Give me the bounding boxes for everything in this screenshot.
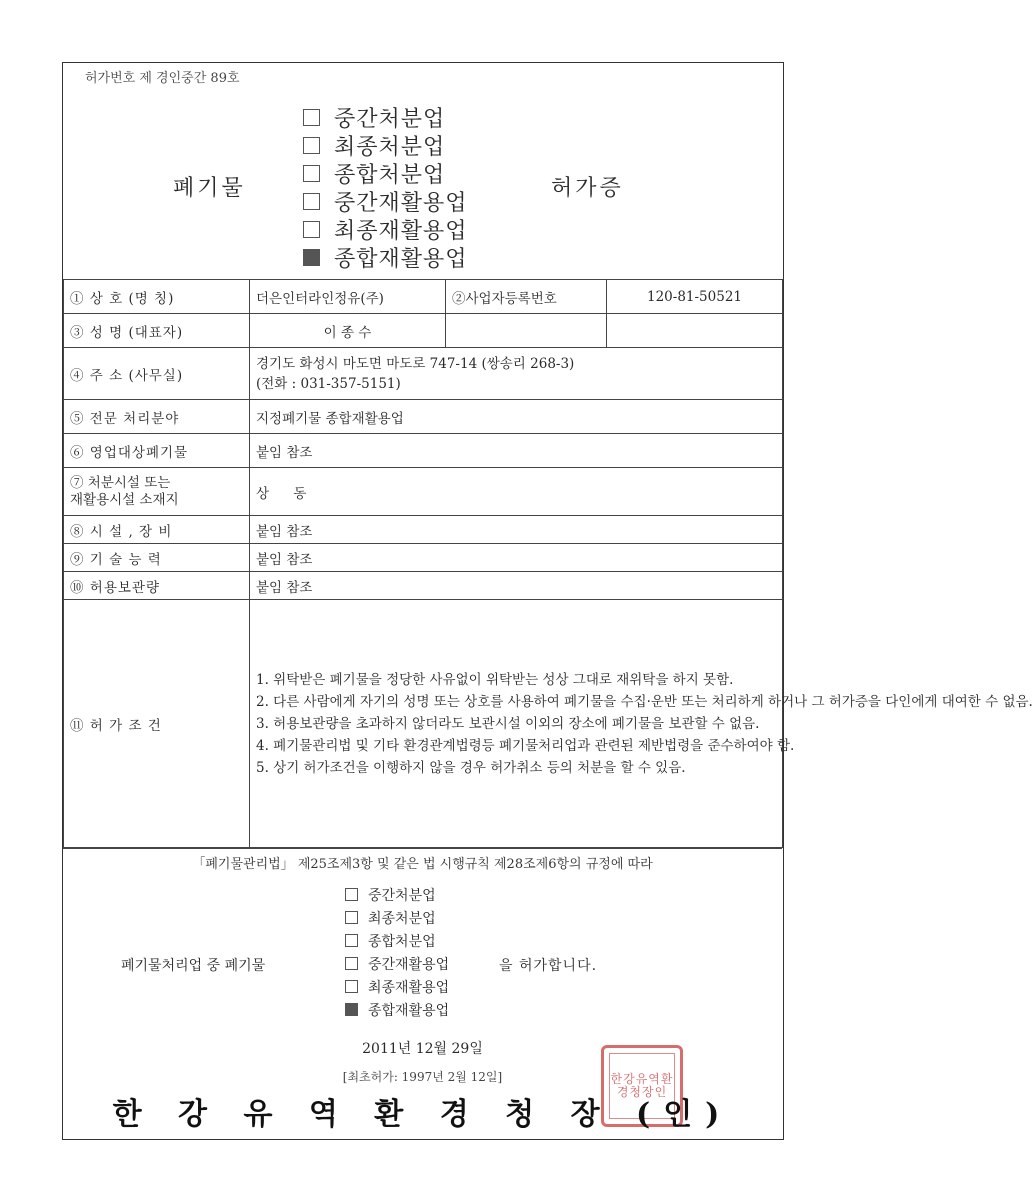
table-row [64, 280, 783, 314]
equipment-value: 붙임 참조 [250, 516, 783, 544]
business-type-label: 종합처분업 [368, 933, 436, 950]
phone-value: (전화 : 031-357-5151) [256, 375, 401, 392]
conditions-list [250, 600, 1033, 848]
tech-value: 붙임 참조 [250, 544, 783, 572]
checkbox-icon [345, 888, 358, 901]
business-type-item [345, 998, 449, 1021]
checkbox-icon [303, 165, 320, 182]
table-row [64, 400, 783, 434]
business-type-label: 종합재활용업 [334, 246, 468, 272]
footer-left-text: 폐기물처리업 중 폐기물 [121, 958, 266, 974]
business-type-item [303, 187, 543, 215]
waste-label: 폐기물 [173, 176, 246, 201]
issue-date: 2011년 12월 29일 [362, 1041, 483, 1057]
checkbox-icon [303, 193, 320, 210]
business-number-value: 120-81-50521 [607, 280, 783, 314]
business-type-item [345, 906, 449, 929]
conditions-label: ⑪ 허 가 조 건 [64, 600, 250, 848]
permit-number: 허가번호 제 경인중간 89호 [85, 71, 240, 86]
tech-label: ⑨ 기 술 능 력 [64, 544, 250, 572]
business-type-label: 최종재활용업 [368, 979, 450, 996]
footer-business-type-list [345, 883, 449, 1021]
checkbox-icon [345, 957, 358, 970]
table-row [64, 434, 783, 468]
storage-label: ⑩ 허용보관량 [64, 572, 250, 600]
representative-value: 이 종 수 [250, 314, 446, 348]
permit-footer [63, 848, 782, 1139]
business-type-item [345, 883, 449, 906]
business-type-item [303, 159, 543, 187]
condition-item: 2. 다른 사람에게 자기의 성명 또는 상호를 사용하여 폐기물을 수집·운반 또는 처리하게 하거나 그 허가증을 다인에게 대여한 수 없음. [256, 693, 1033, 710]
permit-label: 허가증 [551, 176, 624, 201]
checkbox-icon [345, 934, 358, 947]
business-type-label: 최종처분업 [334, 134, 446, 160]
address-value: 경기도 화성시 마도면 마도로 747-14 (쌍송리 268-3) [256, 355, 575, 372]
checkbox-icon [303, 137, 320, 154]
business-type-item [303, 103, 543, 131]
facility-location-label [64, 468, 250, 516]
waste-target-label: ⑥ 영업대상폐기물 [64, 434, 250, 468]
table-row [64, 544, 783, 572]
business-type-label: 최종처분업 [368, 910, 436, 927]
table-row [64, 348, 783, 400]
table-row [64, 516, 783, 544]
business-type-list [303, 103, 543, 271]
facility-location-value: 상 동 [250, 468, 783, 516]
business-type-item [345, 975, 449, 998]
address-cell [250, 348, 783, 400]
table-row [64, 572, 783, 600]
empty-cell [607, 314, 783, 348]
condition-item: 4. 폐기물관리법 및 기타 환경관계법령등 폐기물처리업과 관련된 제반법령을 준수하여야 함. [256, 737, 795, 754]
business-type-label: 최종재활용업 [334, 218, 468, 244]
business-number-label: ②사업자등록번호 [446, 280, 607, 314]
condition-item: 3. 허용보관량을 초과하지 않더라도 보관시설 이외의 장소에 폐기물을 보관할 수 없음. [256, 715, 760, 732]
representative-label: ③ 성 명 (대표자) [64, 314, 250, 348]
waste-target-value: 붙임 참조 [250, 434, 783, 468]
storage-value: 붙임 참조 [250, 572, 783, 600]
table-row [64, 600, 783, 848]
permit-certificate [62, 62, 1033, 1140]
facility-location-label-line1: ⑦ 처분시설 또는 [70, 474, 171, 491]
permit-fields-table [63, 279, 1033, 848]
table-row [64, 314, 783, 348]
seal-text: 한강유역환경청장인 [609, 1053, 675, 1119]
specialty-label: ⑤ 전문 처리분야 [64, 400, 250, 434]
specialty-value: 지정폐기물 종합재활용업 [250, 400, 783, 434]
law-text: 「폐기물관리법」 제25조제3항 및 같은 법 시행규칙 제28조제6항의 규정에 따라 [192, 857, 653, 872]
business-type-item [303, 131, 543, 159]
business-type-label: 중간처분업 [334, 106, 446, 132]
condition-item: 1. 위탁받은 폐기물을 정당한 사유없이 위탁받는 성상 그대로 재위탁을 하지 못함. [256, 671, 734, 688]
facility-location-label-line2: 재활용시설 소재지 [70, 491, 179, 508]
business-type-label: 중간재활용업 [368, 956, 450, 973]
business-type-label: 중간재활용업 [334, 190, 468, 216]
business-type-item [303, 243, 543, 271]
table-row [64, 468, 783, 516]
business-type-label: 종합처분업 [334, 162, 446, 188]
checkbox-icon [345, 911, 358, 924]
first-permit-date: [최초허가: 1997년 2월 12일] [342, 1070, 503, 1084]
checkbox-icon [345, 980, 358, 993]
issuer-name: 한 강 유 역 환 경 청 장 (인) [112, 1097, 733, 1132]
checked-box-icon [303, 249, 320, 266]
business-type-item [345, 952, 449, 975]
business-type-item [345, 929, 449, 952]
equipment-label: ⑧ 시 설 , 장 비 [64, 516, 250, 544]
business-type-label: 종합재활용업 [368, 1002, 450, 1019]
company-value: 더은인터라인정유(주) [250, 280, 446, 314]
business-type-item [303, 215, 543, 243]
business-type-label: 중간처분업 [368, 887, 436, 904]
empty-cell [446, 314, 607, 348]
address-label: ④ 주 소 (사무실) [64, 348, 250, 400]
company-label: ① 상 호 (명 칭) [64, 280, 250, 314]
checkbox-icon [303, 221, 320, 238]
footer-right-text: 을 허가합니다. [499, 958, 598, 974]
condition-item: 5. 상기 허가조건을 이행하지 않을 경우 허가취소 등의 처분을 할 수 있음. [256, 759, 686, 776]
checkbox-icon [303, 109, 320, 126]
checked-box-icon [345, 1003, 358, 1016]
